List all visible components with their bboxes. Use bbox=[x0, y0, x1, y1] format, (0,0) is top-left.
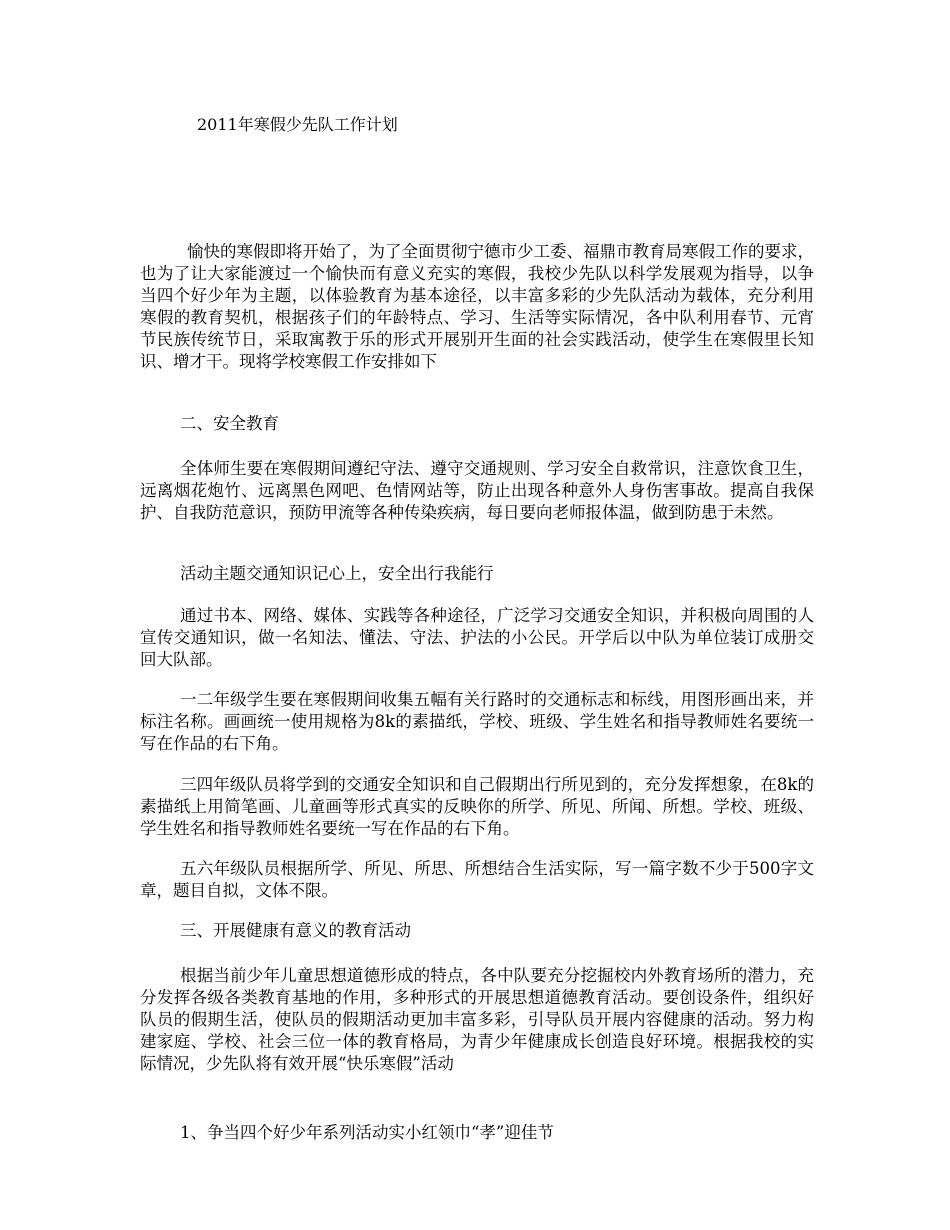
healthy-activities-paragraph: 根据当前少年儿童思想道德形成的特点，各中队要充分挖掘校内外教育场所的潜力，充分发挥各级各类教育基地的作用，多种形式的开展思想道德教育活动。要创设条件，组织好队员的假期生活，使队员的假期活动更加丰富多彩，引导队员开展内容健康的活动。努力构建家庭、学校、社会三位一体的教育格局，为青少年健康成长创造良好环境。根据我校的实际情况，少先队将有效开展“快乐寒假”活动 bbox=[140, 966, 814, 1073]
traffic-knowledge-paragraph: 通过书本、网络、媒体、实践等各种途径，广泛学习交通安全知识，并积极向周围的人宣传交通知识，做一名知法、懂法、守法、护法的小公民。开学后以中队为单位装订成册交回大队部。 bbox=[140, 606, 814, 669]
safety-education-paragraph: 全体师生要在寒假期间遵纪守法、遵守交通规则、学习安全自救常识，注意饮食卫生，远离烟花炮竹、远离黑色网吧、色情网站等，防止出现各种意外人身伤害事故。提高自我保护、自我防范意识，预防甲流等各种传染疾病，每日要向老师报体温，做到防患于未然。 bbox=[140, 459, 814, 522]
healthy-activities-heading: 三、开展健康有意义的教育活动 bbox=[180, 921, 411, 940]
grade-3-4-paragraph: 三四年级队员将学到的交通安全知识和自己假期出行所见到的，充分发挥想象，在8k的素描纸上用简笔画、儿童画等形式真实的反映你的所学、所见、所闻、所想。学校、班级、学生姓名和指导教师姓名要统一写在作品的右下角。 bbox=[140, 775, 814, 838]
grade-5-6-paragraph: 五六年级队员根据所学、所见、所思、所想结合生活实际，写一篇字数不少于500字文章，题目自拟，文体不限。 bbox=[140, 859, 814, 900]
safety-education-heading: 二、安全教育 bbox=[180, 414, 279, 433]
traffic-theme-heading: 活动主题交通知识记心上，安全出行我能行 bbox=[180, 564, 494, 583]
intro-paragraph: 愉快的寒假即将开始了，为了全面贯彻宁德市少工委、福鼎市教育局寒假工作的要求，也为了让大家能渡过一个愉快而有意义充实的寒假，我校少先队以科学发展观为指导，以争当四个好少年为主题，以体验教育为基本途径，以丰富多彩的少先队活动为载体，充分利用寒假的教育契机，根据孩子们的年龄特点、学习、生活等实际情况，各中队利用春节、元宵节民族传统节日，采取寓教于乐的形式开展别开生面的社会实践活动，使学生在寒假里长知识、增才干。现将学校寒假工作安排如下 bbox=[140, 242, 814, 371]
document-title: 2011年寒假少先队工作计划 bbox=[197, 115, 398, 134]
item-1-heading: 1、争当四个好少年系列活动实小红领巾“孝”迎佳节 bbox=[180, 1123, 554, 1142]
grade-1-2-paragraph: 一二年级学生要在寒假期间收集五幅有关行路时的交通标志和标线，用图形画出来，并标注名称。画画统一使用规格为8k的素描纸，学校、班级、学生姓名和指导教师姓名要统一写在作品的右下角。 bbox=[140, 690, 814, 753]
